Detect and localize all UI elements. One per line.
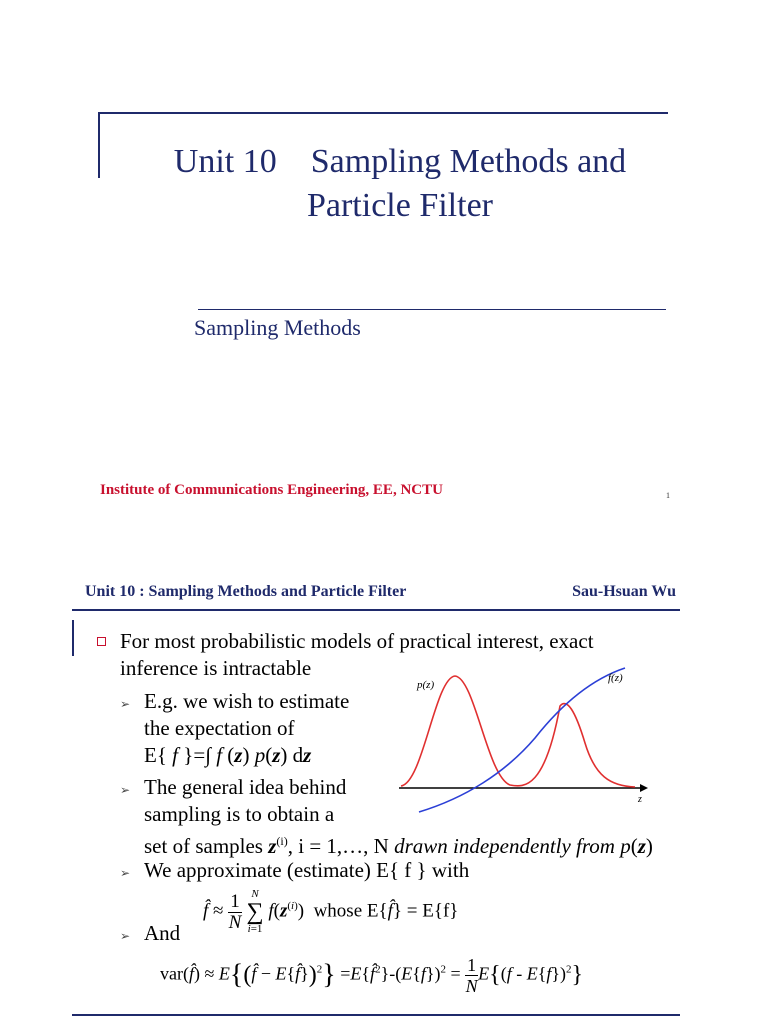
p-z-curve bbox=[401, 676, 635, 787]
content-left-rule bbox=[72, 620, 74, 656]
subtitle-rule bbox=[198, 309, 666, 310]
institute-footer: Institute of Communications Engineering, EE, NCTU bbox=[100, 482, 443, 498]
slide-2-header-title: Unit 10 : Sampling Methods and Particle Filter bbox=[85, 583, 407, 600]
arrow-bullet-icon: ➢ bbox=[120, 929, 131, 943]
slide-2-header-author: Sau-Hsuan Wu bbox=[572, 583, 676, 600]
f-z-label: f(z) bbox=[608, 672, 623, 684]
sub-bullet-4: And bbox=[144, 921, 181, 945]
estimator-equation: f̂ ≈ $\frac{1}{N}$ N ∑ i=1 $f(z^{(i)})$ whose E{f̂} = E{f} bbox=[203, 888, 459, 935]
variance-equation: var(f̂) ≈ E{(f̂ − E{f̂})$^2$} $=E\{f̂^2\}-(E\{f\})^2$ = $\frac{1}{N}$ E{(f - E{f})$^2$} bbox=[160, 955, 584, 996]
slide-1-title: Unit 10 Sampling Methods and Particle Filter bbox=[173, 143, 627, 224]
arrow-bullet-icon: ➢ bbox=[120, 866, 131, 880]
main-bullet-line-1: For most probabilistic models of practical interest, exact bbox=[120, 629, 594, 653]
sampling-plot bbox=[395, 658, 655, 818]
sub-bullet-1: E.g. we wish to estimate the expectation of E{ f }=∫ f (z) p(z) dz bbox=[144, 689, 350, 767]
bottom-rule bbox=[72, 1014, 680, 1016]
title-frame-left bbox=[98, 112, 100, 178]
arrow-bullet-icon: ➢ bbox=[120, 783, 131, 797]
sub-bullet-3: We approximate (estimate) E{ f } with bbox=[144, 858, 470, 882]
p-z-label: p(z) bbox=[417, 679, 435, 691]
header-rule bbox=[72, 609, 680, 611]
slide-1-subtitle: Sampling Methods bbox=[194, 315, 361, 340]
expectation-formula: E{ f }=∫ f (z) p(z) dz bbox=[144, 743, 312, 767]
main-bullet-line-2: inference is intractable bbox=[120, 656, 312, 680]
z-label: z bbox=[638, 794, 642, 805]
f-z-curve bbox=[419, 668, 625, 812]
page-number: 1 bbox=[666, 491, 670, 500]
sub-bullet-2: The general idea behind sampling is to obtain a set of samples $z^{(i)}$, i = 1,…, N drawn independently from p(z) bbox=[144, 775, 653, 858]
x-axis-arrow-icon bbox=[640, 784, 648, 792]
title-frame-top bbox=[98, 112, 668, 114]
arrow-bullet-icon: ➢ bbox=[120, 697, 131, 711]
square-bullet-icon bbox=[97, 637, 106, 646]
